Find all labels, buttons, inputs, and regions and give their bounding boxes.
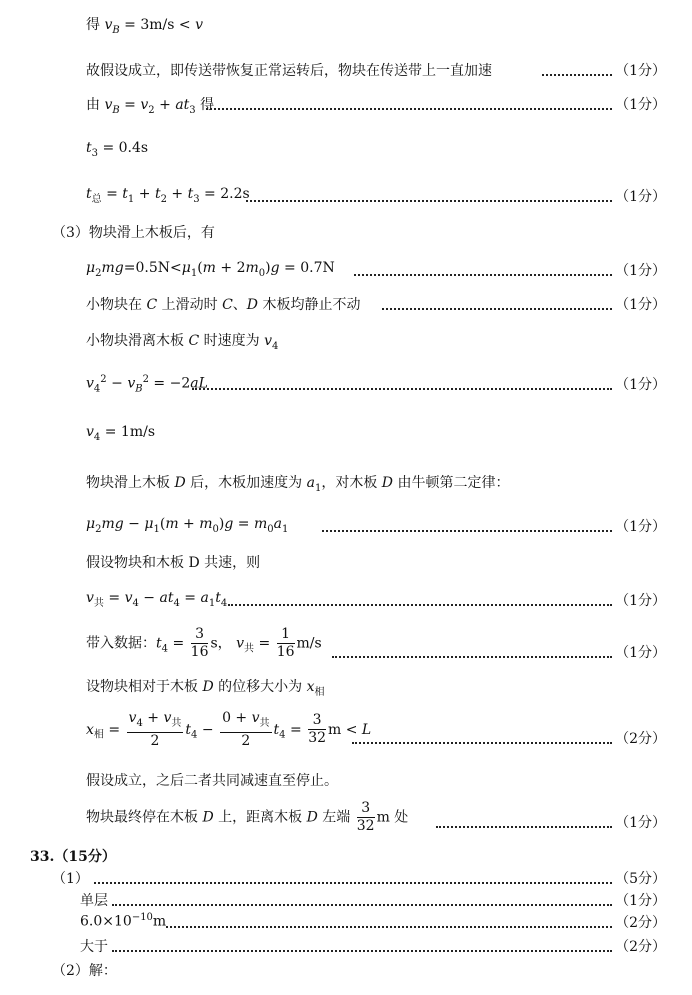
answer-diameter: $6.0\times 10^{-10}m$ (80, 912, 167, 930)
solution-line-friction: $\mu_2mg=0.5N<\mu_1(m + 2m_0)g = 0.7N$ (86, 260, 335, 279)
leader-dots (436, 826, 612, 828)
question-33-heading: 33.（15分） (30, 849, 116, 865)
leader-dots (352, 742, 612, 744)
solution-line-total-time: $t_总 = t_1 + t_2 + t_3 = 2.2s$ (86, 186, 250, 205)
fraction-0-plus-v: $\frac{0 + v_共}{2}$ (222, 710, 270, 749)
solution-line-t3: $t_3 = 0.4s$ (86, 140, 149, 159)
part-3-heading: （3）物块滑上木板后，有 (52, 225, 215, 241)
solution-line-substitution: 带入数据：$t_4$ = $\frac{3}{16}$ s， $v_共$ = $\frac{1}{16}$ m/s (86, 626, 322, 660)
part-2-label: （2）解： (52, 963, 117, 979)
leader-dots (382, 308, 612, 310)
solution-line-static-boards: 小物块在 C 上滑动时 C、D 木板均静止不动 (86, 297, 361, 313)
solution-line-assumption: 故假设成立，即传送带恢复正常运转后，物块在传送带上一直加速 (86, 63, 492, 79)
solution-line-relative-displacement: 设物块相对于木板 D 的位移大小为 $x_相$ (86, 679, 325, 698)
leader-dots (206, 108, 612, 110)
solution-line-assumption-valid: 假设成立，之后二者共同减速直至停止。 (86, 773, 338, 789)
score-label: （1分） (615, 645, 666, 661)
leader-dots (542, 74, 612, 76)
leader-dots (228, 604, 612, 606)
answer-greater-than: 大于 (80, 939, 108, 955)
fraction-v4-plus-v: $\frac{v_4 + v_共}{2}$ (128, 710, 182, 749)
score-label: （1分） (615, 263, 666, 279)
leader-dots (246, 200, 612, 202)
solution-line-vb-equation: 由 $v_B = v_2 + at_3$ 得 (86, 97, 215, 116)
fraction-3-32: $\frac{3}{32}$ (308, 712, 327, 747)
leader-dots (112, 904, 612, 906)
score-label: （2分） (615, 939, 666, 955)
part-1-label: （1） (52, 871, 89, 887)
leader-dots (192, 388, 612, 390)
score-label: （2分） (615, 915, 666, 931)
fraction-3-32-final: $\frac{3}{32}$ (356, 800, 375, 834)
score-label: （1分） (615, 377, 666, 393)
solution-line-x-relative: $x_相$ = $\frac{v_4 + v_共}{2}$ $t_4$ − $\frac{0 + v_共}{2}$ $t_4$ = $\frac{3}{32}$ m < L (86, 710, 372, 749)
fraction-3-16: $\frac{3}{16}$ (190, 626, 209, 660)
solution-line-kinematics: $v_4^2 - v_B^2 = -2aL$ (86, 374, 208, 395)
score-label: （1分） (615, 893, 666, 909)
score-label: （1分） (615, 297, 666, 313)
score-label: （2分） (615, 731, 666, 747)
solution-line-v4-value: $v_4 = 1m/s$ (86, 424, 156, 443)
score-label: （1分） (615, 593, 666, 609)
leader-dots (112, 950, 612, 952)
leader-dots (322, 530, 612, 532)
score-label: （1分） (615, 815, 666, 831)
answer-single-layer: 单层 (80, 893, 108, 909)
leader-dots (166, 926, 612, 928)
leader-dots (354, 274, 612, 276)
solution-line-v4-intro: 小物块滑离木板 C 时速度为 $v_4$ (86, 333, 279, 352)
solution-line-v-common: $v_共 = v_4 - at_4 = a_1t_4$ (86, 590, 228, 609)
score-label: （5分） (615, 871, 666, 887)
leader-dots (94, 882, 612, 884)
solution-line-vb: 得 $v_B = 3m/s < v$ (86, 17, 204, 36)
score-label: （1分） (615, 189, 666, 205)
leader-dots (332, 656, 612, 658)
solution-line-newton: $\mu_2mg - \mu_1(m + m_0)g = m_0a_1$ (86, 516, 289, 535)
score-label: （1分） (615, 97, 666, 113)
fraction-1-16: $\frac{1}{16}$ (276, 626, 295, 660)
solution-line-common-velocity: 假设物块和木板 D 共速，则 (86, 555, 261, 571)
score-label: （1分） (615, 519, 666, 535)
solution-line-final-position: 物块最终停在木板 D 上，距离木板 D 左端 $\frac{3}{32}$ m 处 (86, 800, 409, 834)
solution-line-board-d: 物块滑上木板 D 后，木板加速度为 $a_1$，对木板 D 由牛顿第二定律： (86, 475, 510, 494)
score-label: （1分） (615, 63, 666, 79)
